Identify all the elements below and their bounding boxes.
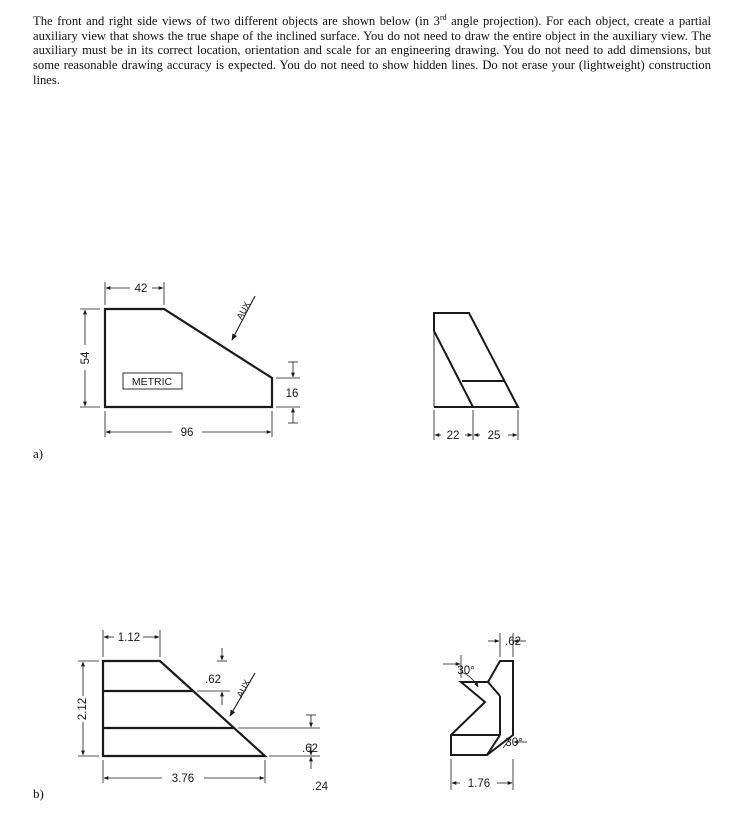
part-a-label: a) <box>33 446 44 461</box>
part-a-side-view <box>434 313 518 440</box>
part-b-label: b) <box>33 786 44 801</box>
part-b-dim-step-62: .62 <box>205 674 221 686</box>
part-b-dim-right-62: .62 <box>302 743 318 755</box>
instructions-text-end: angle projection). For each object, create a partial auxiliary view that shows the true shape of the inclined surface. You do not need to draw the entire object in the auxiliary view. The auxiliary must be in its correct location, orientation and scale for an engineering drawing. You do not need to add dimensions, but some reasonable drawing accuracy is expected. You do not need to show hidden lines. Do not erase your (lightweight) construction lines. <box>33 14 711 87</box>
part-b-dim-3-76: 3.76 <box>171 773 195 785</box>
part-b-dim-1-12: 1.12 <box>117 632 141 644</box>
part-a-dim-96: 96 <box>180 427 194 439</box>
part-a-front-view <box>80 282 300 437</box>
part-b-side-view <box>443 633 527 790</box>
part-a-dim-54: 54 <box>80 351 92 365</box>
part-b-dim-2-12: 2.12 <box>77 697 89 721</box>
part-b-front-view <box>78 630 320 783</box>
part-a-side-dim-22: 22 <box>446 430 460 442</box>
part-b-aux-label: AUX <box>234 678 253 700</box>
instructions-superscript: rd <box>439 13 447 22</box>
part-b-side-angle-bottom: 30° <box>505 737 523 749</box>
part-a-dim-16: 16 <box>285 388 299 400</box>
part-a-side-dim-25: 25 <box>487 430 501 442</box>
part-b-side-dim-62: .62 <box>505 636 521 648</box>
part-a-dim-42: 42 <box>134 283 148 295</box>
part-a-aux-label: AUX <box>234 300 253 322</box>
part-a-front-outline <box>105 309 272 407</box>
part-b-side-dim-1-76: 1.76 <box>467 778 491 790</box>
part-b-dim-right-24: .24 <box>312 781 328 793</box>
part-a-note-metric: METRIC <box>131 376 173 388</box>
part-b-side-angle-top: 30° <box>457 665 475 677</box>
part-b-front-outline <box>103 661 265 756</box>
instructions-text-start: The front and right side views of two different objects are shown below (in 3 <box>33 14 440 29</box>
part-a-side-outline <box>434 313 518 407</box>
